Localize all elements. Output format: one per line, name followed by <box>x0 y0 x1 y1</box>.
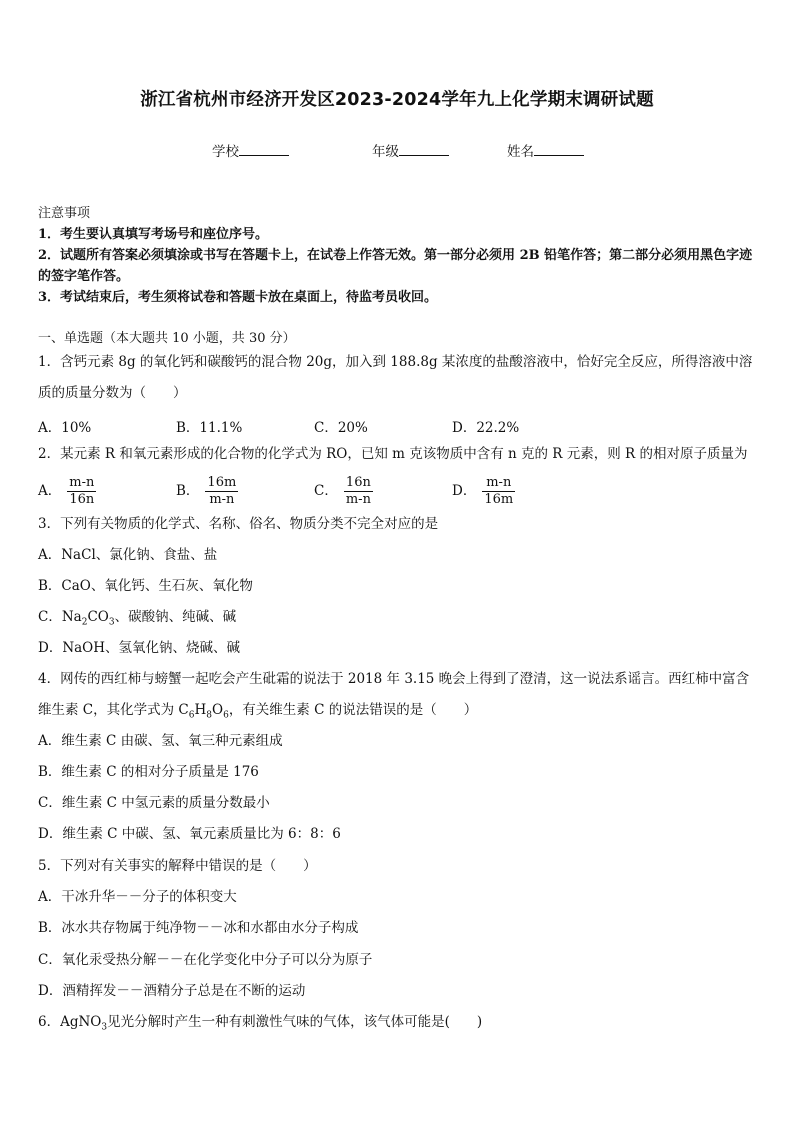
subscript: 6 <box>223 710 229 721</box>
question-4-line-2 <box>38 698 477 721</box>
subscript: 2 <box>81 617 88 628</box>
question-3-stem: 3．下列有关物质的化学式、名称、俗名、物质分类不完全对应的是 <box>38 516 439 532</box>
q5-option-d[interactable]: D．酒精挥发－－酒精分子总是在不断的运动 <box>38 983 306 999</box>
denominator: 16m <box>484 492 514 507</box>
section-heading: 一、单选题（本大题共 10 小题，共 30 分） <box>38 331 296 346</box>
name-field[interactable] <box>507 140 584 160</box>
q4-option-b[interactable]: B．维生素 C 的相对分子质量是 176 <box>38 764 259 780</box>
note-item: 1．考生要认真填写考场号和座位序号。 <box>38 227 269 242</box>
q3-c-text: 、碳酸钠、纯碱、碱 <box>114 609 237 625</box>
question-5-stem: 5．下列对有关事实的解释中错误的是（ ） <box>38 858 317 874</box>
grade-blank[interactable] <box>399 141 449 156</box>
q4-option-d[interactable]: D．维生素 C 中碳、氢、氧元素质量比为 6：8：6 <box>38 826 341 842</box>
notes-block <box>38 203 756 308</box>
q2-option-b-label: B． <box>176 483 200 499</box>
name-blank[interactable] <box>534 141 584 156</box>
q2-option-d[interactable] <box>452 475 515 508</box>
q5-option-a[interactable]: A．干冰升华－－分子的体积变大 <box>38 889 237 905</box>
question-4-line-1: 4．网传的西红柿与螃蟹一起吃会产生砒霜的说法于 2018 年 3.15 晚会上得到了澄清，这一说法系谣言。西红柿中富含 <box>38 671 750 687</box>
q5-option-b[interactable]: B．冰水共存物属于纯净物－－冰和水都由水分子构成 <box>38 920 359 936</box>
q2-option-c[interactable] <box>314 475 373 508</box>
note-item: 3．考试结束后，考生须将试卷和答题卡放在桌面上，待监考员收回。 <box>38 290 438 305</box>
q6-text: 见光分解时产生一种有刺激性气味的气体，该气体可能是( ) <box>107 1014 483 1030</box>
q2-option-a[interactable] <box>38 475 96 508</box>
fraction <box>344 475 373 508</box>
school-blank[interactable] <box>239 141 289 156</box>
q1-option-d[interactable]: D．22.2% <box>452 420 520 436</box>
q3-option-d[interactable]: D．NaOH、氢氧化钠、烧碱、碱 <box>38 640 241 656</box>
grade-label: 年级 <box>372 144 399 160</box>
q4-text: 维生素 C，其化学式为 C <box>38 702 189 718</box>
school-label: 学校 <box>212 144 239 160</box>
q2-option-b[interactable] <box>176 475 238 508</box>
q2-option-c-label: C． <box>314 483 338 499</box>
denominator: m-n <box>209 492 235 507</box>
q4-text: H <box>194 702 207 718</box>
fraction <box>67 475 96 508</box>
denominator: m-n <box>345 492 371 507</box>
q3-c-text: CO <box>87 609 109 625</box>
grade-field[interactable] <box>372 140 449 160</box>
fraction <box>482 475 515 508</box>
q3-option-a[interactable]: A．NaCl、氯化钠、食盐、盐 <box>38 547 218 563</box>
subscript: 3 <box>108 617 115 628</box>
school-field[interactable] <box>212 140 289 160</box>
q1-option-b[interactable]: B．11.1% <box>176 420 243 436</box>
q2-option-d-label: D． <box>452 483 477 499</box>
q6-text: 6．AgNO <box>38 1014 102 1030</box>
q4-text: ，有关维生素 C 的说法错误的是（ ） <box>228 702 478 718</box>
subscript: 8 <box>206 710 212 721</box>
note-item: 2．试题所有答案必须填涂或书写在答题卡上，在试卷上作答无效。第一部分必须用 2B 铅笔作答；第二部分必须用黑色字迹的签字笔作答。 <box>38 248 753 284</box>
numerator: 16m <box>207 475 237 490</box>
denominator: 16n <box>69 492 95 507</box>
q5-option-c[interactable]: C．氧化汞受热分解－－在化学变化中分子可以分为原子 <box>38 952 373 968</box>
numerator: m-n <box>482 475 515 492</box>
question-6-stem <box>38 1010 482 1033</box>
numerator: 16n <box>344 475 373 492</box>
q1-option-a[interactable]: A．10% <box>38 420 92 436</box>
q3-option-c[interactable] <box>38 605 236 628</box>
page-title: 浙江省杭州市经济开发区2023-2024学年九上化学期末调研试题 <box>140 90 654 110</box>
fraction <box>205 475 238 508</box>
q4-option-a[interactable]: A．维生素 C 由碳、氢、氧三种元素组成 <box>38 733 283 749</box>
q1-option-c[interactable]: C．20% <box>314 420 368 436</box>
name-label: 姓名 <box>507 144 534 160</box>
notes-heading: 注意事项 <box>38 206 91 221</box>
q4-text: O <box>212 702 224 718</box>
subscript: 6 <box>188 710 195 721</box>
q3-c-text: C．Na <box>38 609 82 625</box>
q3-option-b[interactable]: B．CaO、氧化钙、生石灰、氧化物 <box>38 578 253 594</box>
numerator: m-n <box>69 475 95 490</box>
question-2-stem: 2．某元素 R 和氧元素形成的化合物的化学式为 RO，已知 m 克该物质中含有 n 克的 R 元素，则 R 的相对原子质量为 <box>38 446 748 462</box>
q2-option-a-label: A． <box>38 483 62 499</box>
question-1-stem: 1．含钙元素 8g 的氧化钙和碳酸钙的混合物 20g，加入到 188.8g 某浓度的盐酸溶液中，恰好完全反应，所得溶液中溶质的质量分数为（ ） <box>38 354 753 401</box>
subscript: 3 <box>101 1022 108 1033</box>
q4-option-c[interactable]: C．维生素 C 中氢元素的质量分数最小 <box>38 795 270 811</box>
